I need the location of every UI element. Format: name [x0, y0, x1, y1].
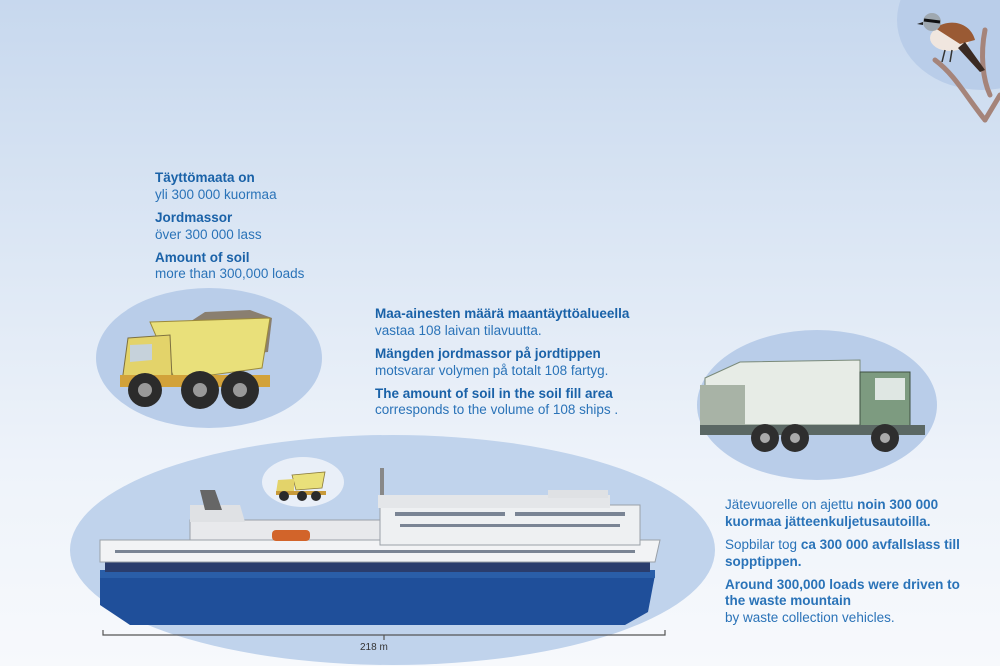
waste-en-bold: Around 300,000 loads were driven to the waste mountain: [725, 576, 960, 609]
ships-en-title: The amount of soil in the soil fill area: [375, 385, 613, 401]
ships-fi-text: vastaa 108 laivan tilavuutta.: [375, 322, 542, 338]
ships-en-text: corresponds to the volume of 108 ships .: [375, 402, 619, 418]
soil-sv-title: Jordmassor: [155, 209, 233, 225]
soil-fi-text: yli 300 000 kuormaa: [155, 186, 277, 202]
ships-fi-title: Maa-ainesten määrä maantäyttöalueella: [375, 306, 630, 321]
waste-loads-text: [725, 497, 965, 633]
waste-en-plain: by waste collection vehicles.: [725, 610, 895, 626]
waste-finnish: [725, 497, 965, 531]
ship-length-label: 218 m: [360, 642, 388, 653]
ships-swedish: [375, 346, 629, 380]
soil-amount-text: [155, 170, 304, 289]
ships-finnish: [375, 306, 629, 340]
soil-en-title: Amount of soil: [155, 249, 250, 265]
soil-swedish: [155, 210, 304, 244]
waste-sv-bold: ca 300 000 avfallslass till sopptippen.: [725, 536, 960, 569]
soil-english: [155, 250, 304, 284]
soil-sv-text: över 300 000 lass: [155, 226, 262, 242]
waste-fi-bold: noin 300 000 kuormaa jätteenkuljetusautoilla.: [725, 497, 939, 529]
soil-finnish: [155, 170, 304, 204]
ships-volume-text: [375, 306, 629, 425]
waste-swedish: [725, 537, 965, 571]
waste-english: [725, 577, 965, 628]
ships-english: [375, 386, 629, 420]
soil-fi-title: Täyttömaata on: [155, 170, 255, 185]
soil-en-text: more than 300,000 loads: [155, 266, 305, 282]
ships-sv-title: Mängden jordmassor på jordtippen: [375, 345, 601, 361]
waste-fi-plain: Jätevuorelle on ajettu: [725, 497, 858, 512]
ships-sv-text: motsvarar volymen på totalt 108 fartyg.: [375, 362, 609, 378]
waste-sv-plain: Sopbilar tog: [725, 536, 801, 552]
